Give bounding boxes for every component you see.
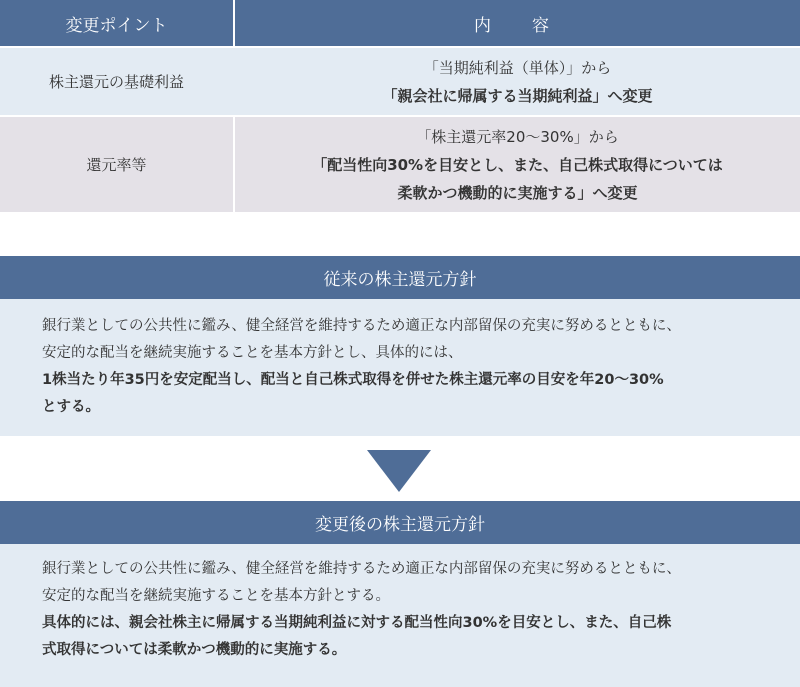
down-arrow-icon <box>367 450 431 492</box>
row-content <box>235 48 800 115</box>
table-row <box>0 115 800 212</box>
header-content: 内 容 <box>235 0 800 46</box>
header-change-point: 変更ポイント <box>0 0 233 46</box>
row-label: 還元率等 <box>0 117 233 212</box>
policy-line: 1株当たり年35円を安定配当し、配当と自己株式取得を併せた株主還元率の目安を年20～30% <box>42 372 664 388</box>
change-points-table <box>0 0 800 212</box>
policy-line: 安定的な配当を継続実施することを基本方針とする。 <box>42 588 390 604</box>
row-content-line: 「当期純利益（単体）」から <box>423 58 612 77</box>
policy-line: 安定的な配当を継続実施することを基本方針とし、具体的には、 <box>42 345 463 361</box>
new-policy-body <box>0 544 800 687</box>
old-policy-title: 従来の株主還元方針 <box>0 256 800 299</box>
row-content-line: 「親会社に帰属する当期純利益」へ変更 <box>382 86 653 105</box>
policy-line: 具体的には、親会社株主に帰属する当期純利益に対する配当性向30%を目安とし、また、自己株 <box>42 615 672 631</box>
old-policy-body <box>0 299 800 436</box>
old-policy-box <box>0 256 800 436</box>
row-label: 株主還元の基礎利益 <box>0 48 233 115</box>
new-policy-title: 変更後の株主還元方針 <box>0 501 800 544</box>
row-content-line: 柔軟かつ機動的に実施する」へ変更 <box>397 183 638 202</box>
policy-line: 式取得については柔軟かつ機動的に実施する。 <box>42 642 347 658</box>
row-content-line: 「配当性向30%を目安とし、また、自己株式取得については <box>312 155 723 174</box>
new-policy-box <box>0 501 800 687</box>
table-header <box>0 0 800 46</box>
policy-line: 銀行業としての公共性に鑑み、健全経営を維持するため適正な内部留保の充実に努めるとともに、 <box>42 561 681 577</box>
table-row <box>0 46 800 115</box>
policy-line: とする。 <box>42 399 100 415</box>
row-content-line: 「株主還元率20～30%」から <box>416 127 619 146</box>
policy-line: 銀行業としての公共性に鑑み、健全経営を維持するため適正な内部留保の充実に努めるとともに、 <box>42 318 681 334</box>
row-content <box>235 117 800 212</box>
